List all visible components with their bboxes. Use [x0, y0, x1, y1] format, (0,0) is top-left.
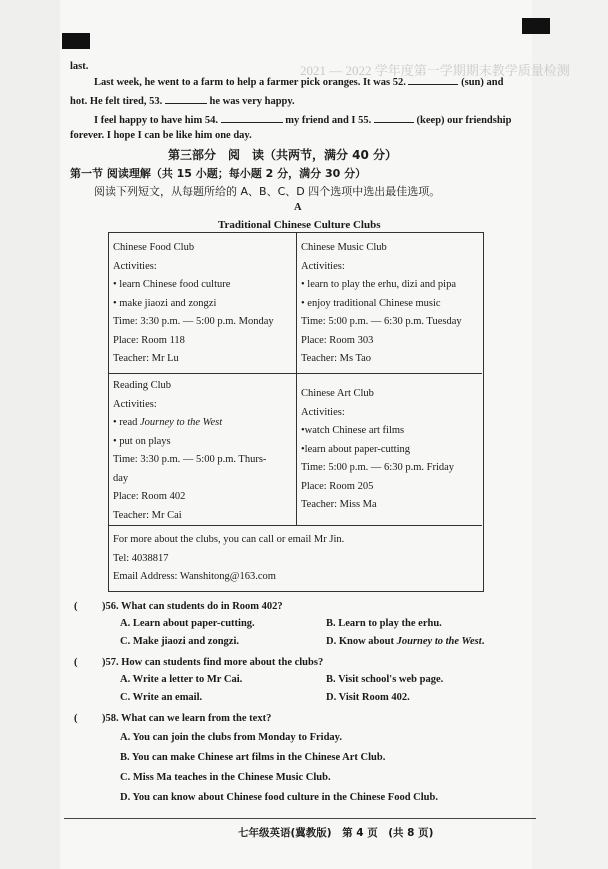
q57-option-b[interactable]: B. Visit school's web page.: [326, 674, 444, 685]
club-time: Time: 5:00 p.m. — 6:30 p.m. Tuesday: [301, 316, 462, 327]
q58-option-a[interactable]: A. You can join the clubs from Monday to Friday.: [120, 732, 342, 743]
cloze-line-5: forever. I hope I can be like him one day.: [70, 130, 252, 141]
answer-paren-58[interactable]: (: [74, 713, 78, 724]
registration-mark-top-left: [62, 33, 90, 49]
blank-54[interactable]: [221, 112, 283, 123]
table-divider-vertical: [296, 233, 297, 525]
q57-option-d[interactable]: D. Visit Room 402.: [326, 692, 410, 703]
part-title: 第三部分 阅 读（共两节，满分 40 分）: [168, 148, 398, 162]
blank-52[interactable]: [408, 74, 458, 85]
cloze-line-3: [70, 93, 295, 109]
cloze-line-4: [94, 112, 511, 128]
cloze-text: he was very happy.: [209, 96, 295, 107]
q56-option-c[interactable]: C. Make jiaozi and zongzi.: [120, 636, 239, 647]
section-subtitle: 第一节 阅读理解（共 15 小题；每小题 2 分，满分 30 分）: [70, 167, 367, 180]
scan-margin: [0, 0, 60, 869]
activity-item: • learn to play the erhu, dizi and pipa: [301, 279, 456, 290]
blank-55[interactable]: [374, 112, 414, 123]
cloze-text: I feel happy to have him 54.: [94, 115, 218, 126]
question-56-stem: )56. What can students do in Room 402?: [102, 601, 283, 612]
cloze-hint: (keep) our friendship: [416, 115, 512, 126]
question-58-stem: )58. What can we learn from the text?: [102, 713, 272, 724]
activity-item: • enjoy traditional Chinese music: [301, 297, 441, 309]
activity-item: [113, 414, 266, 433]
option-text: D. Know about: [326, 636, 397, 647]
club-name: Chinese Food Club: [113, 242, 195, 253]
clubs-table: [108, 232, 484, 592]
cloze-line-2: [94, 74, 503, 90]
contact-tel: Tel: 4038817: [113, 552, 169, 564]
activities-label: Activities:: [113, 398, 157, 410]
club-place: Place: Room 303: [301, 334, 374, 346]
food-club-cell: [113, 239, 274, 369]
activity-item: • put on plays: [113, 435, 171, 447]
club-place: Place: Room 118: [113, 334, 185, 346]
cloze-line-1: last.: [70, 61, 89, 72]
club-name: Chinese Art Club: [301, 388, 374, 399]
contact-email: Email Address: Wanshitong@163.com: [113, 571, 276, 582]
cloze-text: Last week, he went to a farm to help a farmer pick oranges. It was 52.: [94, 77, 406, 88]
club-teacher: Teacher: Miss Ma: [301, 499, 377, 510]
activities-label: Activities:: [301, 260, 345, 272]
q56-option-d[interactable]: [326, 636, 484, 647]
passage-letter: A: [294, 202, 302, 213]
q56-option-a[interactable]: A. Learn about paper-cutting.: [120, 618, 255, 629]
answer-paren-57[interactable]: (: [74, 657, 78, 668]
contact-text: For more about the clubs, you can call or email Mr Jin.: [113, 534, 345, 545]
club-time-cont: day: [113, 472, 129, 484]
question-57-stem: )57. How can students find more about the clubs?: [102, 657, 324, 668]
table-divider-row-1: [109, 373, 482, 374]
option-text: .: [481, 636, 485, 647]
club-teacher: Teacher: Mr Lu: [113, 353, 179, 364]
club-name: Chinese Music Club: [301, 242, 387, 253]
club-name: Reading Club: [113, 380, 172, 391]
cloze-hint: (sun) and: [461, 77, 504, 88]
activity-item: • learn Chinese food culture: [113, 279, 231, 290]
book-title: Journey to the West: [396, 636, 482, 647]
table-divider-row-2: [109, 525, 482, 526]
club-place: Place: Room 402: [113, 491, 186, 502]
q57-option-a[interactable]: A. Write a letter to Mr Cai.: [120, 674, 243, 685]
activity-item: •learn about paper-cutting: [301, 443, 411, 455]
passage-title: Traditional Chinese Culture Clubs: [218, 219, 381, 231]
cloze-text: hot. He felt tired, 53.: [70, 96, 163, 107]
art-club-cell: [301, 385, 454, 515]
contact-cell: [113, 531, 344, 587]
cloze-text: my friend and I 55.: [285, 115, 372, 126]
page-footer: 七年级英语(冀教版) 第 4 页 (共 8 页): [238, 827, 434, 839]
answer-paren-56[interactable]: (: [74, 601, 78, 612]
q57-option-c[interactable]: C. Write an email.: [120, 692, 203, 703]
q58-option-c[interactable]: C. Miss Ma teaches in the Chinese Music Club.: [120, 772, 331, 783]
activity-item: •watch Chinese art films: [301, 425, 405, 436]
club-teacher: Teacher: Mr Cai: [113, 509, 182, 521]
club-time: Time: 3:30 p.m. — 5:00 p.m. Monday: [113, 316, 274, 327]
q58-option-b[interactable]: B. You can make Chinese art films in the Chinese Art Club.: [120, 752, 386, 763]
registration-mark-top-right: [522, 18, 550, 34]
q56-option-b[interactable]: B. Learn to play the erhu.: [326, 618, 442, 629]
activities-label: Activities:: [301, 406, 345, 418]
q58-option-d[interactable]: D. You can know about Chinese food culture in the Chinese Food Club.: [120, 792, 438, 803]
activity-item: • make jiaozi and zongzi: [113, 297, 217, 309]
activity-text: • read: [113, 417, 140, 428]
bleed-through-header: 2021 — 2022 学年度第一学期期末教学质量检测: [300, 63, 570, 78]
instructions: 阅读下列短文，从每题所给的 A、B、C、D 四个选项中选出最佳选项。: [94, 185, 441, 198]
club-time: Time: 5:00 p.m. — 6:30 p.m. Friday: [301, 462, 455, 473]
activities-label: Activities:: [113, 260, 157, 272]
book-title: Journey to the West: [140, 417, 223, 428]
footer-rule: [64, 818, 536, 819]
blank-53[interactable]: [165, 93, 207, 104]
club-place: Place: Room 205: [301, 480, 374, 492]
reading-club-cell: [113, 377, 266, 525]
club-teacher: Teacher: Ms Tao: [301, 353, 372, 364]
music-club-cell: [301, 239, 462, 369]
club-time: Time: 3:30 p.m. — 5:00 p.m. Thurs-: [113, 454, 267, 465]
